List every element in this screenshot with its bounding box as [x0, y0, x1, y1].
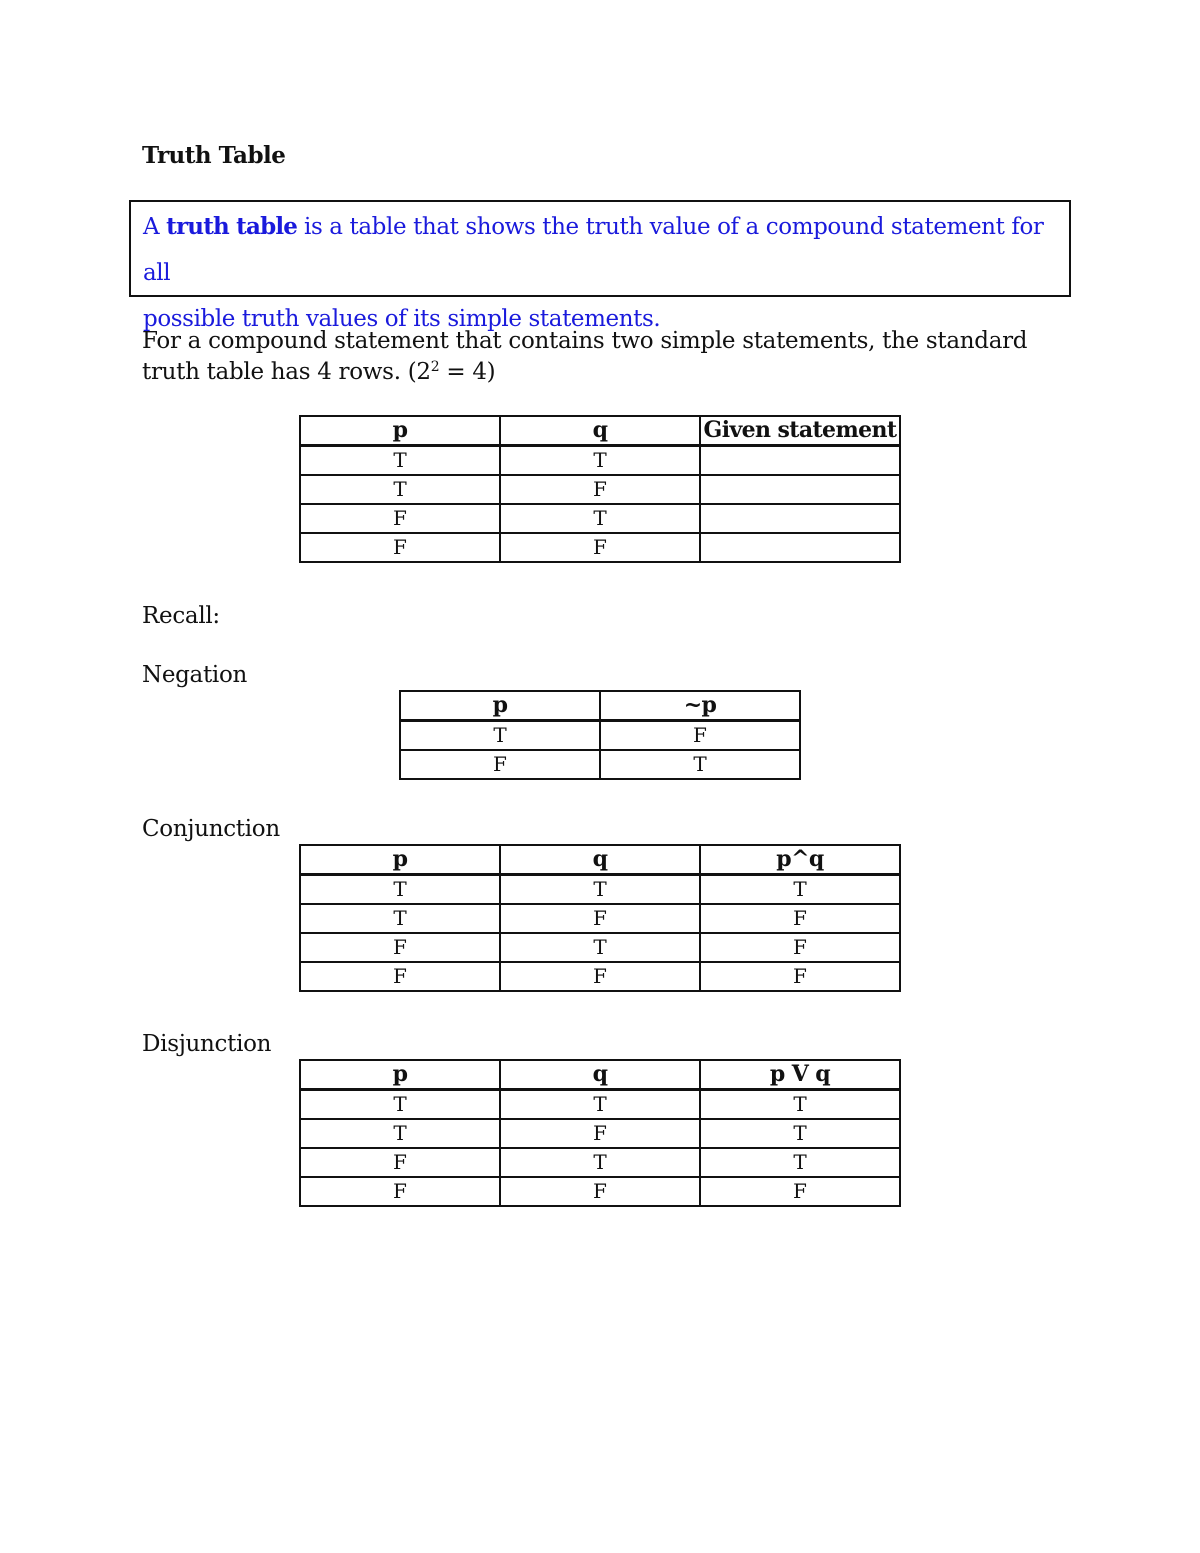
definition-line1-rest: is a table that shows the truth value of a compound statement for all — [143, 214, 1044, 286]
table-cell: T — [500, 875, 700, 905]
table-cell: T — [500, 933, 700, 962]
table-cell: F — [700, 1177, 900, 1206]
table-row — [300, 1119, 900, 1148]
table-cell: T — [700, 1090, 900, 1120]
table-cell: F — [400, 750, 600, 779]
table-row — [300, 1177, 900, 1206]
table-row — [300, 904, 900, 933]
table-row — [300, 504, 900, 533]
recall-label: Recall: — [142, 603, 220, 629]
table-cell — [700, 504, 900, 533]
table-cell: F — [300, 504, 500, 533]
header-cell: p — [300, 416, 500, 446]
header-cell: ~p — [600, 691, 800, 721]
negation-table — [399, 690, 801, 780]
table-cell: F — [500, 533, 700, 562]
standard-truth-table — [299, 415, 901, 563]
table-cell: T — [300, 904, 500, 933]
table-cell: F — [300, 1148, 500, 1177]
table-row — [400, 750, 800, 779]
table-header-row — [300, 845, 900, 875]
table-cell: T — [500, 1090, 700, 1120]
table-cell — [700, 533, 900, 562]
table-row — [300, 446, 900, 476]
table-cell: T — [400, 721, 600, 751]
table-cell: T — [300, 1119, 500, 1148]
table-cell: T — [700, 1148, 900, 1177]
definition-text — [143, 204, 1059, 342]
table-cell: T — [700, 875, 900, 905]
table-cell: T — [500, 1148, 700, 1177]
intro-paragraph — [142, 326, 1082, 388]
disjunction-label: Disjunction — [142, 1031, 272, 1057]
intro-text-after: = 4) — [439, 359, 496, 385]
table-cell: T — [500, 504, 700, 533]
table-row — [300, 1148, 900, 1177]
header-cell: Given statement — [700, 416, 900, 446]
table-cell: F — [600, 721, 800, 751]
header-cell: p — [300, 1060, 500, 1090]
table-cell: T — [600, 750, 800, 779]
conjunction-label: Conjunction — [142, 816, 280, 842]
header-cell: q — [500, 845, 700, 875]
table-header-row — [300, 416, 900, 446]
header-cell: p — [300, 845, 500, 875]
table-cell: F — [300, 962, 500, 991]
table-cell — [700, 475, 900, 504]
table-cell: F — [500, 962, 700, 991]
table-cell: F — [500, 1119, 700, 1148]
table-cell: F — [300, 933, 500, 962]
intro-text-before: For a compound statement that contains two simple statements, the standard truth table has 4 rows. (2 — [142, 328, 1028, 385]
table-cell: F — [500, 475, 700, 504]
conjunction-table — [299, 844, 901, 992]
table-row — [300, 533, 900, 562]
table-cell: F — [300, 533, 500, 562]
table-row — [400, 721, 800, 751]
table-header-row — [300, 1060, 900, 1090]
header-cell: p^q — [700, 845, 900, 875]
table-row — [300, 475, 900, 504]
definition-line2: possible truth values of its simple statements. — [143, 306, 661, 332]
table-cell: F — [700, 904, 900, 933]
table-header-row — [400, 691, 800, 721]
definition-term: truth table — [166, 213, 298, 240]
table-cell: F — [500, 1177, 700, 1206]
table-row — [300, 1090, 900, 1120]
table-cell: T — [300, 875, 500, 905]
table-cell: T — [300, 446, 500, 476]
table-cell: T — [500, 446, 700, 476]
table-row — [300, 933, 900, 962]
header-cell: q — [500, 1060, 700, 1090]
header-cell: p V q — [700, 1060, 900, 1090]
table-cell: T — [700, 1119, 900, 1148]
disjunction-table — [299, 1059, 901, 1207]
negation-label: Negation — [142, 662, 248, 688]
table-cell: F — [500, 904, 700, 933]
table-cell: T — [300, 1090, 500, 1120]
table-row — [300, 875, 900, 905]
table-cell: F — [700, 962, 900, 991]
definition-prefix: A — [143, 214, 167, 240]
table-cell — [700, 446, 900, 476]
page-title: Truth Table — [142, 142, 286, 169]
header-cell: q — [500, 416, 700, 446]
definition-box — [129, 200, 1071, 332]
table-cell: F — [700, 933, 900, 962]
table-cell: F — [300, 1177, 500, 1206]
intro-exponent: 2 — [430, 359, 440, 375]
table-cell: T — [300, 475, 500, 504]
table-row — [300, 962, 900, 991]
header-cell: p — [400, 691, 600, 721]
